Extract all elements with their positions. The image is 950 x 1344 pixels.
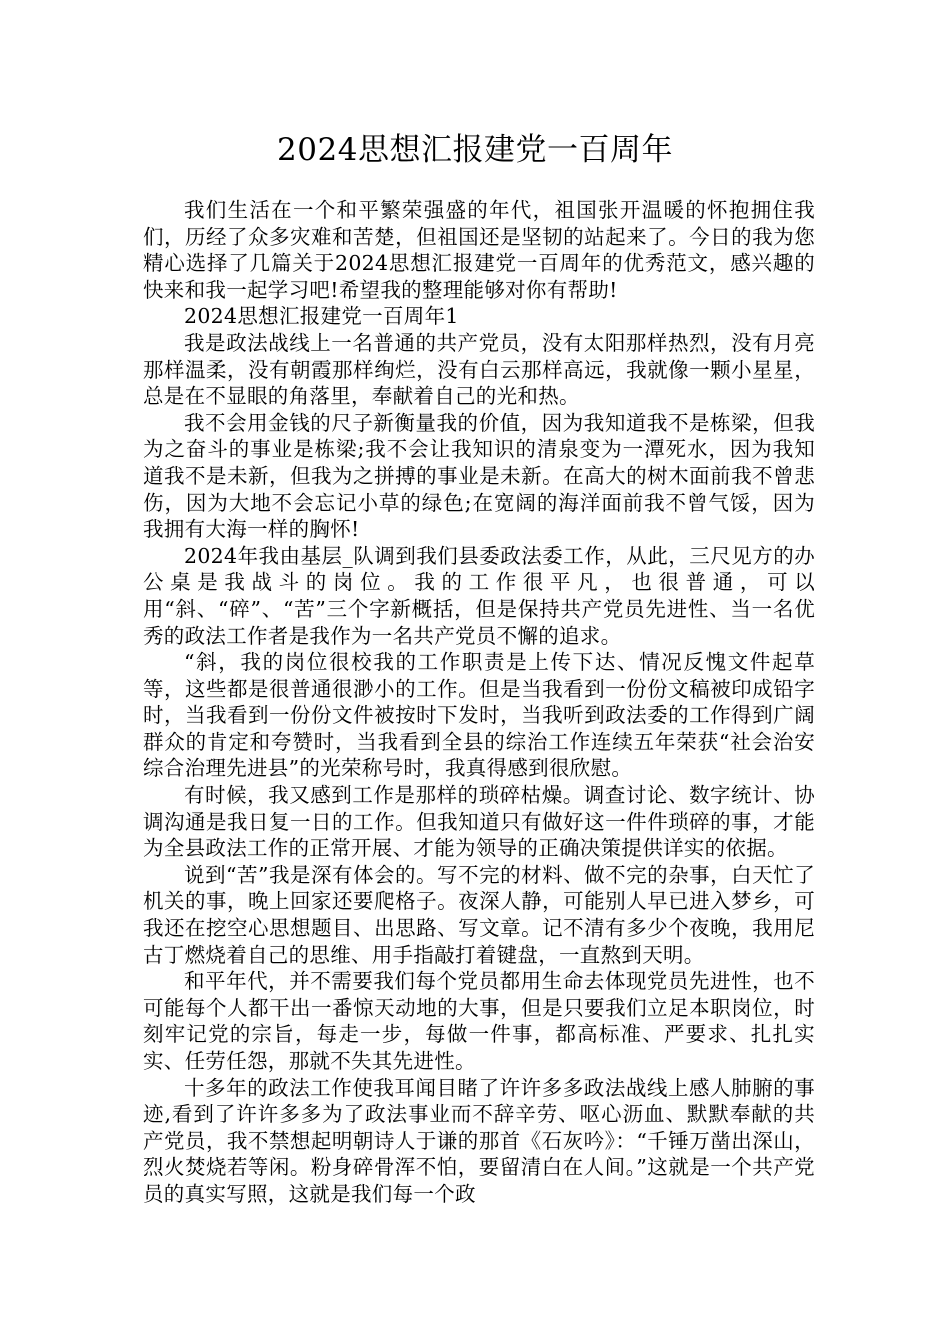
document-title: 2024思想汇报建党一百周年 [277, 132, 673, 168]
body-paragraph: 2024年我由基层_队调到我们县委政法委工作，从此，三尺见方的办公桌是我战斗的岗位。我的工作很平凡，也很普通，可以用“斜、“碎”、“苦”三个字新概括，但是保持共产党员先进性、当一名优秀的政法工作者是我作为一名共产党员不懈的追求。 [143, 543, 815, 648]
intro-paragraph: 我们生活在一个和平繁荣强盛的年代，祖国张开温暖的怀抱拥住我们，历经了众多灾难和苦楚，但祖国还是坚韧的站起来了。今日的我为您精心选择了几篇关于2024思想汇报建党一百周年的优秀范文，感兴趣的快来和我一起学习吧!希望我的整理能够对你有帮助! [143, 198, 815, 302]
section-heading: 2024思想汇报建党一百周年1 [184, 304, 459, 329]
body-paragraph: 我不会用金钱的尺子新衡量我的价值，因为我知道我不是栋梁，但我为之奋斗的事业是栋梁;我不会让我知识的清泉变为一潭死水，因为我知道我不是未新，但我为之拼搏的事业是未新。在高大的树木面前我不曾悲伤，因为大地不会忘记小草的绿色;在宽阔的海洋面前我不曾气馁，因为我拥有大海一样的胸怀! [143, 410, 815, 542]
document-body [143, 197, 815, 1208]
body-paragraph: 说到“苦”我是深有体会的。写不完的材料、做不完的杂事，白天忙了机关的事，晚上回家还要爬格子。夜深人静，可能别人早已进入梦乡，可我还在挖空心思想题目、出思路、写文章。记不清有多少个夜晚，我用尼古丁燃烧着自己的思维、用手指敲打着键盘，一直熬到天明。 [143, 862, 815, 967]
body-paragraph: 有时候，我又感到工作是那样的琐碎枯燥。调查讨论、数字统计、协调沟通是我日复一日的工作。但我知道只有做好这一件件琐碎的事，才能为全县政法工作的正常开展、才能为领导的正确决策提供详实的依据。 [143, 783, 815, 861]
body-paragraph: 和平年代，并不需要我们每个党员都用生命去体现党员先进性，也不可能每个人都干出一番惊天动地的大事，但是只要我们立足本职岗位，时刻牢记党的宗旨，每走一步，每做一件事，都高标准、严要求、扎扎实实、任劳任怨，那就不失其先进性。 [143, 969, 815, 1073]
body-paragraph: 十多年的政法工作使我耳闻目睹了许许多多政法战线上感人肺腑的事迹,看到了许许多多为了政法事业而不辞辛劳、呕心沥血、默默奉献的共产党员，我不禁想起明朝诗人于谦的那首《石灰吟》：“千锤万凿出深山，烈火焚烧若等闲。粉身碎骨浑不怕，要留清白在人间。”这就是一个共产党员的真实写照，这就是我们每一个政 [143, 1075, 815, 1206]
body-paragraph: “斜，我的岗位很校我的工作职责是上传下达、情况反愧文件起草等，这些都是很普通很渺小的工作。但是当我看到一份份文稿被印成铅字时，当我看到一份份文件被按时下发时，当我听到政法委的工作得到广阔群众的肯定和夸赞时，当我看到全县的综治工作连续五年荣获“社会治安综合治理先进县”的光荣称号时，我真得感到很欣慰。 [143, 650, 815, 781]
body-paragraph: 我是政法战线上一名普通的共产党员，没有太阳那样热烈，没有月亮那样温柔，没有朝霞那样绚烂，没有白云那样高远，我就像一颗小星星，总是在不显眼的角落里，奉献着自己的光和热。 [143, 330, 815, 409]
